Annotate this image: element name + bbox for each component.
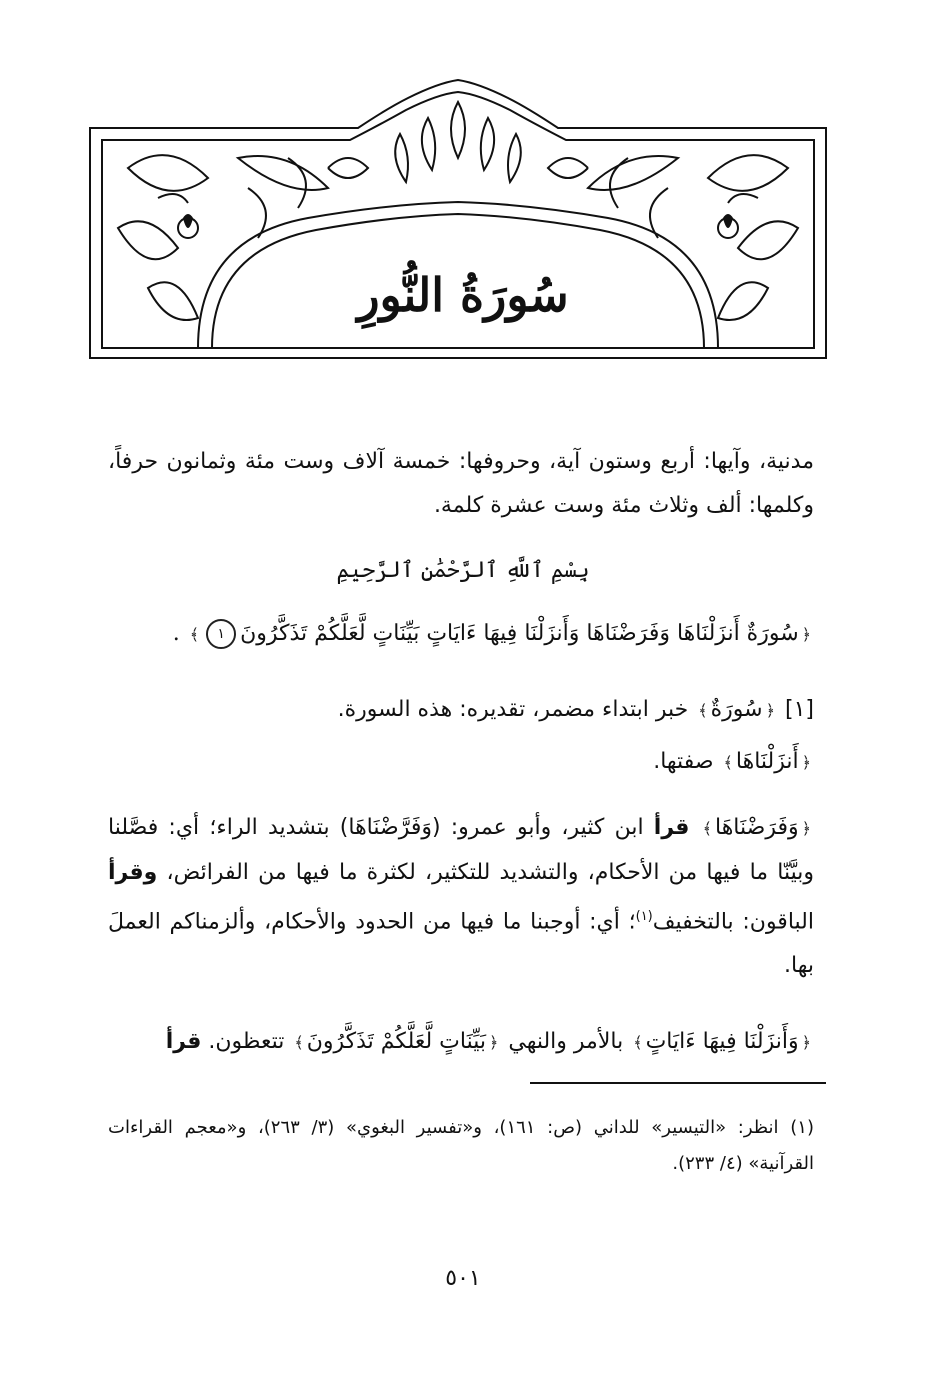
commentary-note-3 (108, 806, 814, 988)
note-text-2: تتعظون. (208, 1029, 285, 1054)
footnote-marker: (١) (790, 1117, 814, 1138)
footnote-text: انظر: «التيسير» للداني (ص: ١٦١)، و«تفسير البغوي» (٣/ ٢٦٣)، و«معجم القراءات القرآنية» (٤/ ٢٣٣). (108, 1117, 814, 1174)
surah-intro-paragraph: مدنية، وآيها: أربع وستون آية، وحروفها: خمسة آلاف وست مئة وثمانون حرفاً، وكلمها: ألف وثلاث مئة وست عشرة كلمة. (108, 449, 814, 518)
verse-close-bracket-icon: ﴾ (189, 625, 200, 644)
quote-open-bracket-icon: ﴿ (488, 1033, 499, 1052)
quoted-phrase-2: بَيِّنَاتٍ لَّعَلَّكُمْ تَذَكَّرُونَ (306, 1029, 486, 1054)
quote-close-bracket-icon: ﴾ (633, 1033, 643, 1052)
quote-open-bracket-icon: ﴿ (801, 1033, 811, 1052)
quote-close-bracket-icon: ﴾ (723, 753, 733, 772)
verse-open-bracket-icon: ﴿ (801, 625, 811, 644)
commentary-note-1 (108, 688, 814, 733)
surah-title: سُورَةُ النُّورِ (357, 268, 569, 322)
note-text: صفتها. (653, 749, 714, 774)
quoted-word: وَفَرَضْنَاهَا (715, 815, 799, 840)
footnote-reference[interactable]: (١) (635, 909, 653, 924)
page-number: ٥٠١ (445, 1266, 481, 1291)
note-text: بالأمر والنهي (508, 1029, 624, 1054)
footnote (108, 1110, 814, 1182)
note-text-2: الباقون: بالتخفيف (652, 909, 814, 935)
quote-close-bracket-icon: ﴾ (294, 1033, 304, 1052)
quran-verse (108, 612, 814, 657)
quote-open-bracket-icon: ﴿ (765, 701, 775, 720)
commentary-note-4 (108, 1020, 814, 1065)
commentary-note-2 (108, 740, 814, 785)
note-marker: [١] (784, 697, 814, 722)
verse-text: سُورَةٌ أَنزَلْنَاهَا وَفَرَضْنَاهَا وَأَنزَلْنَا فِيهَا ءَايَاتٍ بَيِّنَاتٍ لَّعَلَّكُمْ تَذَكَّرُونَ (240, 621, 799, 646)
note-text: ابن كثير، وأبو عمرو: (وَفَرَّضْنَاهَا) بتشديد الراء؛ أي: فصَّلنا وبيَّنّا ما فيها من الأحكام، والتشديد للتكثير، لكثرة ما فيها من الفرائض، (108, 815, 814, 885)
reading-lead: قرأ (653, 815, 690, 840)
quote-close-bracket-icon: ﴾ (698, 701, 708, 720)
quoted-word: سُورَةٌ (710, 697, 763, 722)
quote-open-bracket-icon: ﴿ (801, 819, 811, 838)
reading-lead-2: وقرأ (108, 860, 158, 885)
quote-open-bracket-icon: ﴿ (801, 753, 811, 772)
basmala: بِسْمِ ٱللَّهِ ٱلرَّحْمَٰنِ ٱلرَّحِيمِ (336, 558, 590, 583)
footnote-divider (530, 1082, 826, 1084)
note-text-3: ؛ أي: أوجبنا ما فيها من الحدود والأحكام، وألزمناكم العملَ بها. (108, 909, 814, 979)
reading-lead: قرأ (165, 1029, 202, 1054)
ayah-number-marker: ١ (206, 619, 236, 649)
quote-close-bracket-icon: ﴾ (702, 819, 712, 838)
verse-trailing-dot: . (172, 621, 180, 646)
surah-header-ornament (88, 78, 828, 368)
quoted-word: أَنزَلْنَاهَا (735, 749, 799, 774)
note-text: خبر ابتداء مضمر، تقديره: هذه السورة. (337, 697, 689, 722)
quoted-phrase-1: وَأَنزَلْنَا فِيهَا ءَايَاتٍ (645, 1029, 799, 1054)
